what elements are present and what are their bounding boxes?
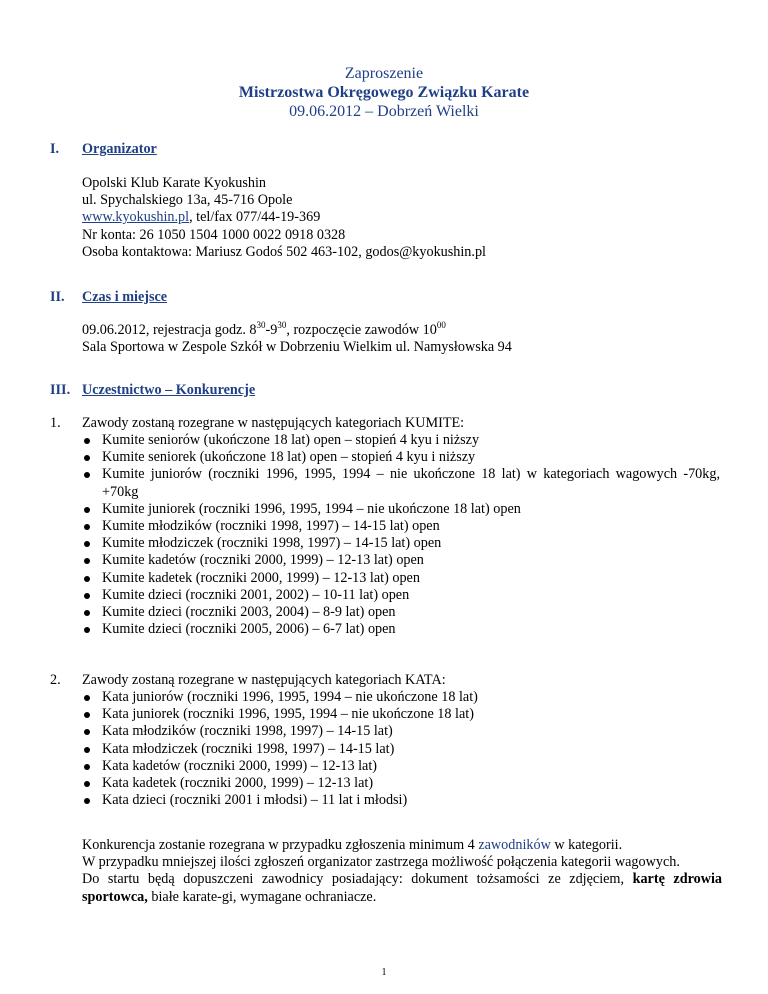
bank-account: Nr konta: 26 1050 1504 1000 0022 0918 0328 [82,226,346,243]
list-item: Kumite seniorek (ukończone 18 lat) open – stopień 4 kyu i niższy [82,449,720,466]
merge-categories-note: W przypadku mniejszej ilości zgłoszeń organizator zastrzega możliwość połączenia kategorii wagowych. [82,854,680,871]
list-item: Kata kadetów (roczniki 2000, 1999) – 12-13 lat) [82,758,720,775]
venue-line: Sala Sportowa w Zespole Szkół w Dobrzeniu Wielkim ul. Namysłowska 94 [82,339,512,356]
list-item: Kumite młodziczek (roczniki 1998, 1997) – 14-15 lat) open [82,535,720,552]
document-header [0,64,768,121]
list-item: Kumite juniorów (roczniki 1996, 1995, 1994 – nie ukończone 18 lat) w kategoriach wagowych -70kg, +70kg [82,466,720,500]
participation-notes [82,837,722,906]
list-item: Kumite dzieci (roczniki 2003, 2004) – 8-9 lat) open [82,604,720,621]
kata-intro: 2. Zawody zostaną rozegrane w następujących kategoriach KATA: [50,672,446,688]
kumite-category-list [82,432,720,638]
list-item: Kumite dzieci (roczniki 2005, 2006) – 6-7 lat) open [82,621,720,638]
contact-person: Osoba kontaktowa: Mariusz Godoś 502 463-102, godos@kyokushin.pl [82,243,486,260]
list-item: Kata juniorów (roczniki 1996, 1995, 1994 – nie ukończone 18 lat) [82,689,720,706]
list-item: Kata młodziczek (roczniki 1998, 1997) – 14-15 lat) [82,741,720,758]
club-name: Opolski Klub Karate Kyokushin [82,175,267,191]
club-web-phone: www.kyokushin.pl, tel/fax 077/44-19-369 [82,209,321,226]
list-item: Kumite kadetek (roczniki 2000, 1999) – 12-13 lat) open [82,570,720,587]
kumite-intro: 1. Zawody zostaną rozegrane w następujących kategoriach KUMITE: [50,415,465,431]
list-item: Kata kadetek (roczniki 2000, 1999) – 12-13 lat) [82,775,720,792]
list-item: Kumite dzieci (roczniki 2001, 2002) – 10-11 lat) open [82,587,720,604]
event-title: Mistrzostwa Okręgowego Związku Karate [238,84,530,101]
invitation-label: Zaproszenie [344,65,424,82]
section-organizer-heading: I. Organizator [50,141,157,157]
list-item: Kumite seniorów (ukończone 18 lat) open – stopień 4 kyu i niższy [82,432,720,449]
section-time-place-heading: II. Czas i miejsce [50,289,168,305]
event-date-place: 09.06.2012 – Dobrzeń Wielki [289,103,479,120]
website-link[interactable]: www.kyokushin.pl [82,209,190,226]
schedule-line: 09.06.2012, rejestracja godz. $8^{30}-9^{30}$, rozpoczęcie zawodów $10^{00}$ [82,320,446,338]
organizer-details [82,175,722,261]
time-place-details [82,322,722,356]
list-item: Kumite kadetów (roczniki 2000, 1999) – 12-13 lat) open [82,552,720,569]
section-participation-heading: III. Uczestnictwo – Konkurencje [50,382,256,398]
list-item: Kata dzieci (roczniki 2001 i młodsi) – 11 lat i młodsi) [82,792,720,809]
requirements-note: Do startu będą dopuszczeni zawodnicy posiadający: dokument tożsamości ze zdjęciem, kartę zdrowia sportowca, białe karate-gi, wymagane ochraniacze. [82,871,722,905]
list-item: Kumite juniorek (roczniki 1996, 1995, 1994 – nie ukończone 18 lat) open [82,501,720,518]
list-item: Kumite młodzików (roczniki 1998, 1997) – 14-15 lat) open [82,518,720,535]
page-number: 1 [381,967,387,978]
list-item: Kata młodzików (roczniki 1998, 1997) – 14-15 lat) [82,723,720,740]
list-item: Kata juniorek (roczniki 1996, 1995, 1994 – nie ukończone 18 lat) [82,706,720,723]
minimum-entries-note: Konkurencja zostanie rozegrana w przypadku zgłoszenia minimum 4 zawodników w kategorii. [82,837,623,853]
club-address: ul. Spychalskiego 13a, 45-716 Opole [82,192,293,209]
kata-category-list [82,689,720,809]
